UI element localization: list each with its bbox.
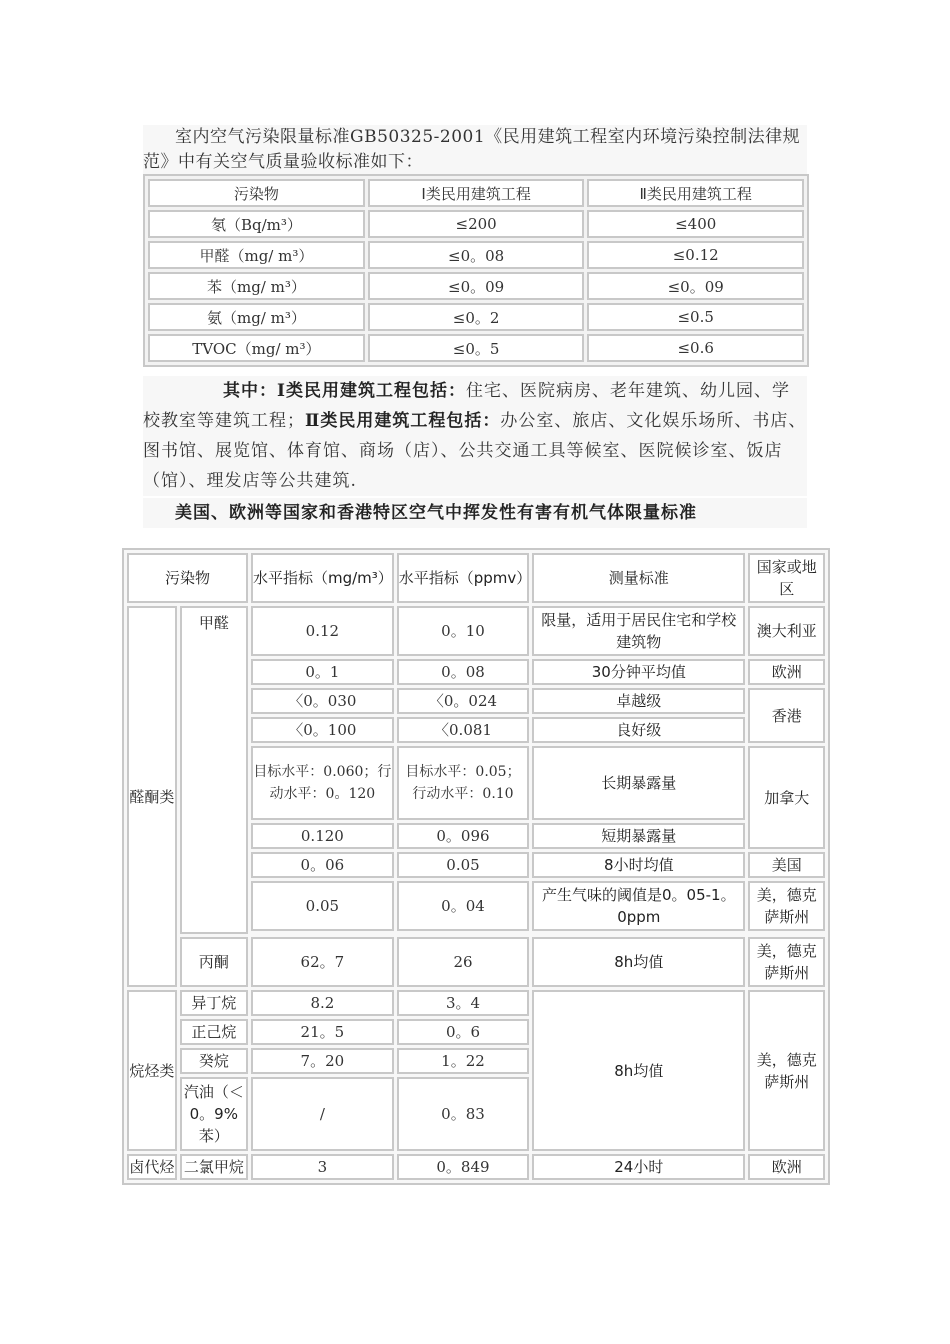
group-acetone: 丙酮 xyxy=(180,937,248,987)
header-class1: Ⅰ类民用建筑工程 xyxy=(368,179,585,207)
class2-label: Ⅱ类民用建筑工程包括： xyxy=(305,411,501,431)
cell-mg: 〈0。100 xyxy=(251,717,394,743)
cell-mg: 目标水平：0.060；行动水平：0。120 xyxy=(251,746,394,820)
cell-region: 澳大利亚 xyxy=(748,606,825,656)
cell-region: 美，德克萨斯州 xyxy=(748,881,825,931)
group-halo: 卤代烃 xyxy=(127,1154,177,1180)
cell-standard: 30分钟平均值 xyxy=(532,659,745,685)
cell-pollutant: 氡（Bq/m³） xyxy=(148,210,365,238)
cell-standard: 产生气味的阈值是0。05-1。0ppm xyxy=(532,881,745,931)
table-row xyxy=(127,606,825,656)
cell-ppmv: 〈0。024 xyxy=(397,688,529,714)
cell-mg: 62。7 xyxy=(251,937,394,987)
cell-mg: 0.12 xyxy=(251,606,394,656)
cell-ppmv: 0。6 xyxy=(397,1019,529,1045)
table-row xyxy=(148,334,804,362)
cell-ppmv: 3。4 xyxy=(397,990,529,1016)
cell-pollutant: TVOC（mg/ m³） xyxy=(148,334,365,362)
table-row xyxy=(148,210,804,238)
table-header-row xyxy=(148,179,804,207)
intro-paragraph: 室内空气污染限量标准GB50325-2001《民用建筑工程室内环境污染控制法律规范》中有关空气质量验收标准如下： xyxy=(143,125,807,175)
cell-compound: 异丁烷 xyxy=(180,990,248,1016)
cell-standard: 8h均值 xyxy=(532,990,745,1151)
cell-standard: 卓越级 xyxy=(532,688,745,714)
header-region: 国家或地区 xyxy=(748,553,825,603)
cell-mg: 0。1 xyxy=(251,659,394,685)
table-row xyxy=(148,241,804,269)
cell-mg: 7。20 xyxy=(251,1048,394,1074)
group-formaldehyde: 甲醛 xyxy=(180,606,248,934)
table-row xyxy=(127,937,825,987)
cell-region: 香港 xyxy=(748,688,825,743)
cell-class2: ≤0。09 xyxy=(587,272,804,300)
table-row xyxy=(148,272,804,300)
table-row xyxy=(127,1154,825,1180)
cell-ppmv: 0。096 xyxy=(397,823,529,849)
cell-class1: ≤0。09 xyxy=(368,272,585,300)
cell-compound: 正己烷 xyxy=(180,1019,248,1045)
cell-region: 美，德克萨斯州 xyxy=(748,937,825,987)
cell-mg: / xyxy=(251,1077,394,1151)
cell-ppmv: 0。83 xyxy=(397,1077,529,1151)
cell-ppmv: 26 xyxy=(397,937,529,987)
cell-ppmv: 0。849 xyxy=(397,1154,529,1180)
cell-class2: ≤400 xyxy=(587,210,804,238)
scope-lead: 其中： xyxy=(223,381,277,401)
cell-ppmv: 1。22 xyxy=(397,1048,529,1074)
cell-class1: ≤0。08 xyxy=(368,241,585,269)
header-pollutant: 污染物 xyxy=(148,179,365,207)
cell-class2: ≤0.6 xyxy=(587,334,804,362)
scope-paragraph xyxy=(143,376,807,496)
cell-standard: 8小时均值 xyxy=(532,852,745,878)
header-level-mg: 水平指标（mg/m³） xyxy=(251,553,394,603)
cell-standard: 限量，适用于居民住宅和学校建筑物 xyxy=(532,606,745,656)
china-standard-table xyxy=(143,174,809,367)
section-heading: 美国、欧洲等国家和香港特区空气中挥发性有害有机气体限量标准 xyxy=(143,498,807,528)
cell-mg: 0.120 xyxy=(251,823,394,849)
cell-region: 欧洲 xyxy=(748,659,825,685)
cell-mg: 0。06 xyxy=(251,852,394,878)
cell-ppmv: 0。04 xyxy=(397,881,529,931)
international-standard-table xyxy=(122,548,830,1185)
cell-ppmv: 0.05 xyxy=(397,852,529,878)
cell-mg: 0.05 xyxy=(251,881,394,931)
class2-text: 办公室、旅店、文化娱乐场所、书店、图书馆、展览馆、体育馆、商场（店）、公共交通工具等候室、医院候诊室、饭店（馆）、理发店等公共建筑. xyxy=(143,411,807,491)
cell-pollutant: 苯（mg/ m³） xyxy=(148,272,365,300)
header-class2: Ⅱ类民用建筑工程 xyxy=(587,179,804,207)
cell-mg: 21。5 xyxy=(251,1019,394,1045)
cell-ppmv: 0。08 xyxy=(397,659,529,685)
cell-compound: 癸烷 xyxy=(180,1048,248,1074)
cell-class1: ≤200 xyxy=(368,210,585,238)
cell-class2: ≤0.12 xyxy=(587,241,804,269)
cell-pollutant: 甲醛（mg/ m³） xyxy=(148,241,365,269)
table-header-row xyxy=(127,553,825,603)
cell-pollutant: 氨（mg/ m³） xyxy=(148,303,365,331)
cell-compound: 汽油（＜0。9%苯） xyxy=(180,1077,248,1151)
cell-class1: ≤0。2 xyxy=(368,303,585,331)
cell-ppmv: 目标水平：0.05；行动水平：0.10 xyxy=(397,746,529,820)
cell-ppmv: 〈0.081 xyxy=(397,717,529,743)
class1-text: 住宅、医院病房、老年建筑、幼儿园、学校教室等建筑工程； xyxy=(143,381,790,431)
header-level-ppmv: 水平指标（ppmv） xyxy=(397,553,529,603)
cell-region: 欧洲 xyxy=(748,1154,825,1180)
table-row xyxy=(148,303,804,331)
cell-region: 加拿大 xyxy=(748,746,825,849)
header-pollutant: 污染物 xyxy=(127,553,248,603)
cell-standard: 8h均值 xyxy=(532,937,745,987)
cell-mg: 〈0。030 xyxy=(251,688,394,714)
cell-standard: 24小时 xyxy=(532,1154,745,1180)
cell-ppmv: 0。10 xyxy=(397,606,529,656)
cell-region: 美，德克萨斯州 xyxy=(748,990,825,1151)
cell-mg: 3 xyxy=(251,1154,394,1180)
cell-standard: 长期暴露量 xyxy=(532,746,745,820)
table-row xyxy=(127,990,825,1016)
group-alkane: 烷烃类 xyxy=(127,990,177,1151)
header-standard: 测量标准 xyxy=(532,553,745,603)
cell-standard: 良好级 xyxy=(532,717,745,743)
cell-compound: 二氯甲烷 xyxy=(180,1154,248,1180)
cell-region: 美国 xyxy=(748,852,825,878)
class1-label: Ⅰ类民用建筑工程包括： xyxy=(277,381,466,401)
cell-class1: ≤0。5 xyxy=(368,334,585,362)
cell-standard: 短期暴露量 xyxy=(532,823,745,849)
cell-class2: ≤0.5 xyxy=(587,303,804,331)
cell-mg: 8.2 xyxy=(251,990,394,1016)
group-aldehyde-ketone: 醛酮类 xyxy=(127,606,177,987)
